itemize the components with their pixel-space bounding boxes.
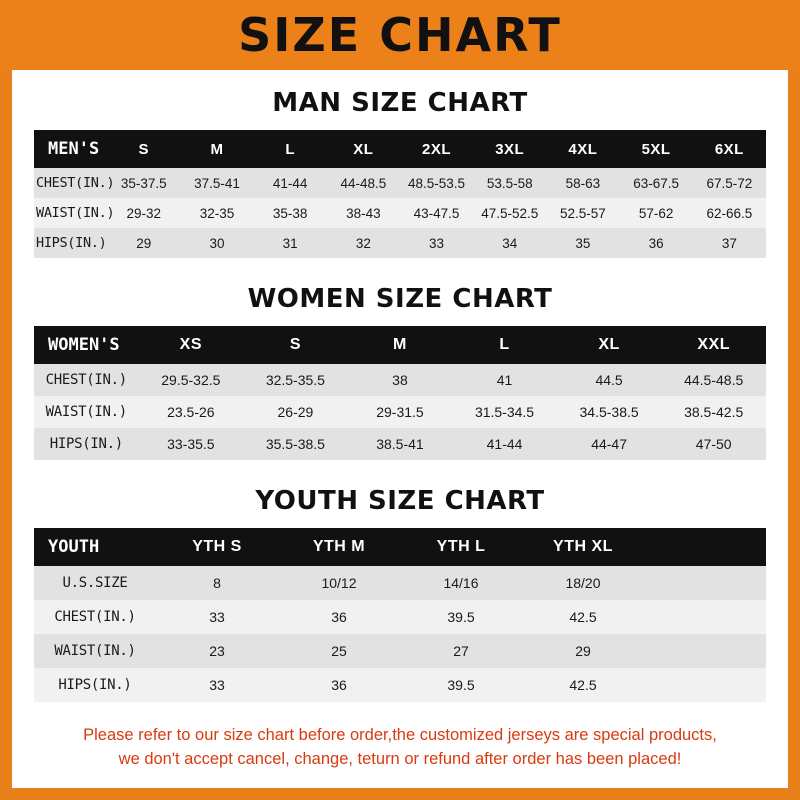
men-table-body [34,168,766,258]
table-row [34,600,766,634]
table-cell: 47-50 [695,436,732,452]
table-cell: 35 [575,235,591,251]
youth-table-header [34,528,766,566]
women-section-title: WOMEN SIZE CHART [247,284,553,314]
table-header-row [34,326,766,364]
table-cell: 42.5 [569,677,597,693]
table-cell: 33-35.5 [167,436,215,452]
men-section [12,88,788,258]
table-cell: 10/12 [321,575,357,591]
table-cell-empty [644,668,766,702]
table-row [34,668,766,702]
table-cell: 63-67.5 [633,175,679,191]
table-cell: 34.5-38.5 [579,404,639,420]
table-cell: 38-43 [346,205,381,221]
table-cell: 31 [282,235,298,251]
men-header-cell: M [210,140,224,158]
women-table-header [34,326,766,364]
table-cell: 29 [136,235,152,251]
table-cell: 31.5-34.5 [474,404,535,420]
women-header-cell: WOMEN'S [48,335,120,355]
page-title: SIZE CHART [238,8,562,62]
table-cell: 36 [331,677,347,693]
youth-header-cell: YTH S [192,538,242,555]
row-label: HIPS(IN.) [58,677,132,693]
table-cell: 29-32 [126,205,162,221]
row-label: WAIST(IN.) [45,404,127,420]
women-header-cell: L [499,336,510,353]
women-header-cell: M [393,336,407,353]
women-header-cell: XS [179,336,203,353]
footer-note [12,724,788,772]
table-cell: 33 [429,235,445,251]
table-header-row [34,130,766,168]
youth-header-cell: YTH XL [553,538,613,555]
row-label: WAIST(IN.) [36,205,115,221]
youth-section [12,486,788,702]
table-cell: 33 [209,609,225,625]
table-cell: 23 [209,643,225,659]
footer-note-line-2: we don't accept cancel, change, teturn or refund after order has been placed! [118,749,682,768]
men-header-cell: 3XL [495,140,525,158]
table-cell: 14/16 [443,575,479,591]
men-header-cell: MEN'S [48,139,100,159]
table-cell: 44-47 [591,436,627,452]
women-header-cell: XL [598,336,620,353]
row-label: CHEST(IN.) [45,372,127,388]
table-cell-empty [644,566,766,600]
table-cell: 41 [496,372,513,388]
table-cell-empty [644,600,766,634]
table-cell: 43-47.5 [413,205,460,221]
table-row [34,634,766,668]
women-section [12,284,788,460]
women-table-body [34,364,766,460]
table-cell: 23.5-26 [167,404,215,420]
table-cell: 32.5-35.5 [265,372,325,388]
table-cell: 8 [213,575,221,591]
men-section-title: MAN SIZE CHART [272,88,528,118]
bottom-accent-band [0,788,800,800]
table-row [34,566,766,600]
table-cell: 33 [209,677,225,693]
table-cell: 35.5-38.5 [265,436,325,452]
table-cell: 44.5 [595,372,623,388]
table-cell: 37.5-41 [194,175,240,191]
table-cell: 62-66.5 [706,205,753,221]
table-cell: 26-29 [277,404,314,420]
table-cell: 44.5-48.5 [684,372,744,388]
table-cell: 29.5-32.5 [161,372,221,388]
table-row [34,198,766,228]
row-label: HIPS(IN.) [49,436,123,452]
row-label: CHEST(IN.) [36,175,115,191]
row-label: CHEST(IN.) [54,609,136,625]
table-cell: 57-62 [638,205,674,221]
table-cell: 29 [575,643,591,659]
table-cell: 35-37.5 [120,175,167,191]
women-header-cell: XXL [697,336,730,353]
men-header-cell: 6XL [714,140,744,158]
table-cell: 27 [453,643,469,659]
youth-header-cell: YOUTH [48,537,100,557]
men-header-cell: S [138,140,150,158]
table-cell: 38.5-41 [376,436,424,452]
youth-header-cell: YTH M [312,538,366,555]
table-row [34,364,766,396]
table-cell: 47.5-52.5 [481,205,539,221]
youth-header-cell-empty [644,528,766,566]
table-cell: 39.5 [447,609,475,625]
table-cell: 32-35 [199,205,235,221]
table-cell: 58-63 [565,175,601,191]
table-header-row [34,528,766,566]
table-cell: 52.5-57 [560,205,606,221]
table-row [34,428,766,460]
table-cell: 41-44 [486,436,523,452]
table-cell: 34 [502,235,518,251]
men-size-table [34,130,766,258]
men-header-cell: 2XL [422,140,452,158]
table-cell: 48.5-53.5 [408,175,466,191]
women-header-cell: S [289,336,301,353]
table-cell: 41-44 [272,175,308,191]
row-label: WAIST(IN.) [54,643,136,659]
youth-section-title: YOUTH SIZE CHART [255,486,545,516]
men-header-cell: XL [353,140,374,158]
footer-note-line-1: Please refer to our size chart before order,the customized jerseys are special products, [83,726,717,744]
table-cell: 36 [331,609,347,625]
men-table-header [34,130,766,168]
row-label: HIPS(IN.) [36,235,107,251]
table-cell: 42.5 [569,609,597,625]
table-cell: 38 [392,372,408,388]
table-cell: 38.5-42.5 [684,404,744,420]
table-cell: 53.5-58 [486,175,533,191]
table-cell: 67.5-72 [706,175,753,191]
men-header-cell: 4XL [568,140,598,158]
men-header-cell: L [285,140,295,158]
men-header-cell: 5XL [641,140,671,158]
youth-header-cell: YTH L [436,538,486,555]
table-cell: 30 [209,235,225,251]
table-cell: 29-31.5 [376,404,424,420]
table-cell: 44-48.5 [340,175,387,191]
table-cell-empty [644,634,766,668]
table-row [34,396,766,428]
table-cell: 39.5 [447,677,475,693]
table-cell: 32 [355,235,371,251]
table-cell: 35-38 [272,205,308,221]
table-cell: 36 [648,235,664,251]
table-cell: 18/20 [565,575,601,591]
youth-table-body [34,566,766,702]
youth-size-table [34,528,766,702]
table-row [34,228,766,258]
table-cell: 37 [721,235,737,251]
table-row [34,168,766,198]
row-label: U.S.SIZE [62,575,128,591]
women-size-table [34,326,766,460]
header-banner [0,0,800,70]
table-cell: 25 [331,643,347,659]
